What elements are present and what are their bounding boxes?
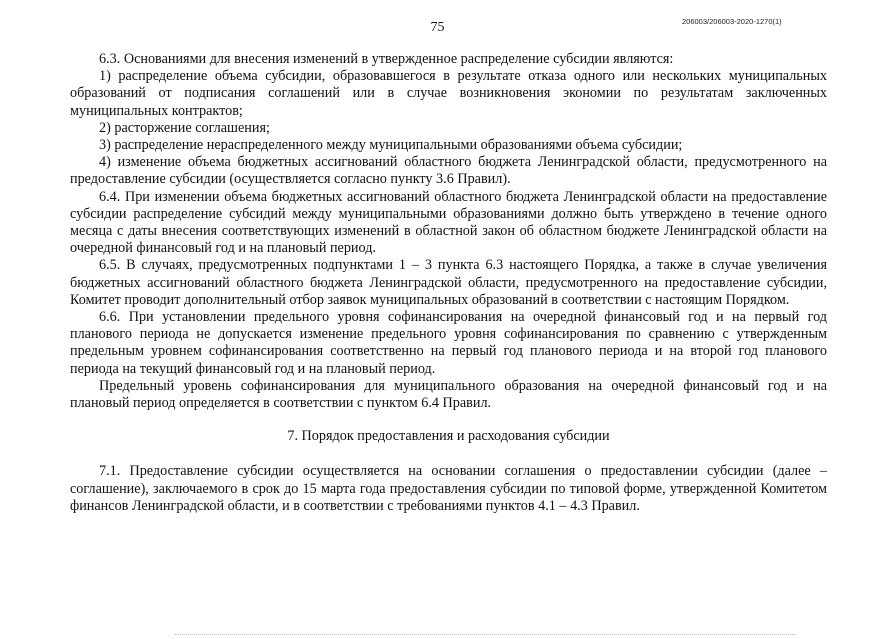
paragraph-cofinancing-level: Предельный уровень софинансирования для муниципального образования на очередной финансовый год и на плановый период определяется в соответствии с пунктом 6.4 Правил.	[70, 377, 827, 412]
paragraph-6-3-item-4: 4) изменение объема бюджетных ассигнований областного бюджета Ленинградской области, предусмотренного на предоставление субсидии (осуществляется согласно пункту 3.6 Правил).	[70, 154, 827, 188]
page-number: 75	[430, 20, 445, 35]
paragraph-6-5: 6.5. В случаях, предусмотренных подпунктами 1 – 3 пункта 6.3 настоящего Порядка, а также в случае увеличения бюджетных ассигнований областного бюджета Ленинградской области, предусмотренного на предоставление субсидии, Комитет проводит дополнительный отбор заявок муниципальных образований в соответствии с настоящим Порядком.	[70, 257, 827, 308]
paragraph-6-3: 6.3. Основаниями для внесения изменений в утвержденное распределение субсидии являются:	[99, 51, 674, 67]
document-body	[70, 51, 827, 515]
document-code: 206003/206003-2020-1270(1)	[682, 17, 782, 26]
scan-edge-line	[175, 634, 795, 636]
paragraph-7-1: 7.1. Предоставление субсидии осуществляется на основании соглашения о предоставлении субсидии (далее – соглашение), заключаемого в срок до 15 марта года предоставления субсидии по типовой форме, утвержденной Комитетом финансов Ленинградской области, и в соответствии с требованиями пунктов 4.1 – 4.3 Правил.	[70, 463, 827, 514]
paragraph-6-3-item-3: 3) распределение нераспределенного между муниципальными образованиями объема субсидии;	[99, 137, 683, 154]
paragraph-6-3-item-2: 2) расторжение соглашения;	[99, 119, 270, 136]
paragraph-6-3-item-1: 1) распределение объема субсидии, образовавшегося в результате отказа одного или нескольких муниципальных образований от подписания соглашений или в случае возникновения экономии по результатам заключенных муниципальных контрактов;	[70, 68, 827, 119]
section-title: 7. Порядок предоставления и расходования субсидии	[287, 428, 610, 445]
paragraph-6-4: 6.4. При изменении объема бюджетных ассигнований областного бюджета Ленинградской области на предоставление субсидии распределение субсидий между муниципальными образованиями должно быть утверждено в течение одного месяца с даты внесения соответствующих изменений в областной закон об областном бюджете Ленинградской области на очередной финансовый год и на плановый период.	[70, 188, 827, 257]
paragraph-6-6: 6.6. При установлении предельного уровня софинансирования на очередной финансовый год и на первый год планового периода не допускается изменение предельного уровня софинансирования по сравнению с утвержденным предельным уровнем софинансирования соответственно на первый год планового периода и на второй год планового периода на текущий финансовый год и на плановый период.	[70, 309, 827, 377]
